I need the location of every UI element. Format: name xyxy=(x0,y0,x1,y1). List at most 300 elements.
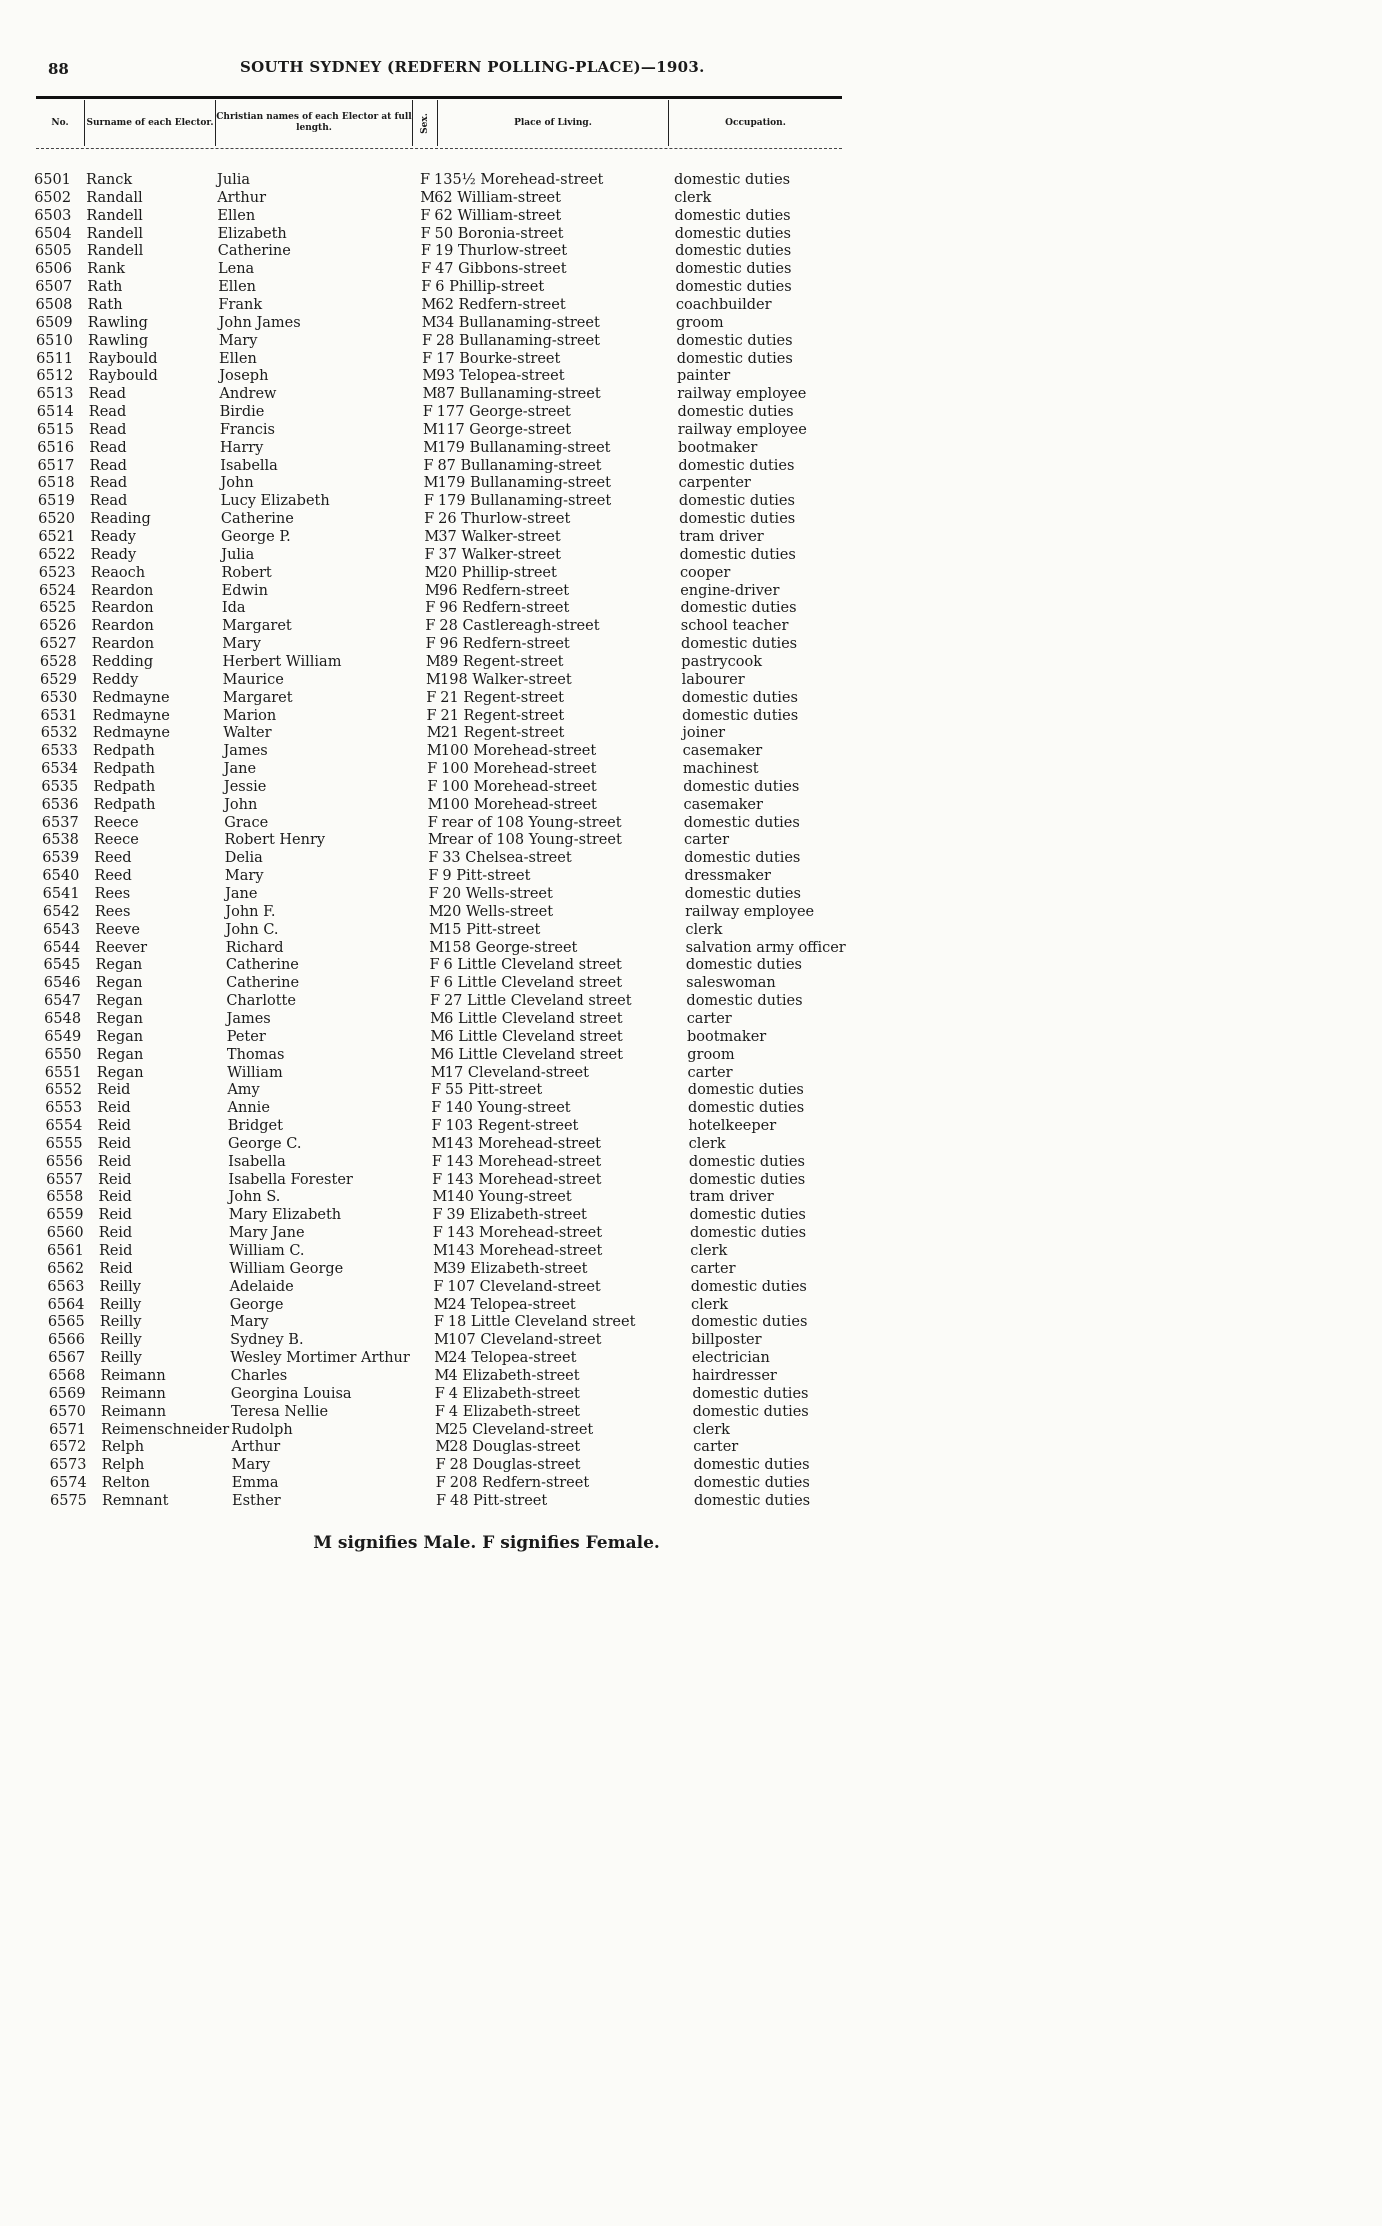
elector-christian-names: Ellen xyxy=(217,208,256,224)
elector-occupation: domestic duties xyxy=(678,493,795,509)
elector-christian-names: Arthur xyxy=(231,1439,281,1455)
elector-place-of-living: 18 Little Cleveland street xyxy=(447,1314,636,1330)
elector-christian-names: Frank xyxy=(218,297,263,313)
elector-place-of-living: 9 Pitt-street xyxy=(442,868,531,884)
elector-surname: Reddy xyxy=(92,672,139,688)
elector-occupation: hairdresser xyxy=(692,1368,777,1384)
elector-row xyxy=(0,1099,973,1117)
elector-occupation: clerk xyxy=(674,190,712,206)
elector-occupation: carter xyxy=(684,832,730,848)
elector-sex: F xyxy=(431,1100,442,1116)
elector-place-of-living: 89 Regent-street xyxy=(439,654,564,670)
elector-row xyxy=(0,778,973,796)
elector-christian-names: Isabella Forester xyxy=(228,1172,353,1188)
elector-number: 6573 xyxy=(49,1457,87,1473)
elector-sex: F xyxy=(420,172,431,188)
elector-number: 6570 xyxy=(48,1404,86,1420)
elector-surname: Reed xyxy=(94,868,132,884)
elector-sex: M xyxy=(433,1261,449,1277)
elector-surname: Redmayne xyxy=(92,725,170,741)
elector-row xyxy=(0,1260,973,1278)
elector-occupation: railway employee xyxy=(677,386,807,402)
elector-row xyxy=(0,1028,973,1046)
elector-row xyxy=(0,1456,973,1474)
elector-place-of-living: 24 Telopea-street xyxy=(447,1297,576,1313)
elector-place-of-living: 28 Douglas-street xyxy=(449,1439,581,1455)
elector-surname: Relph xyxy=(101,1439,145,1455)
elector-place-of-living: 179 Bullanaming-street xyxy=(437,493,612,509)
elector-christian-names: Thomas xyxy=(226,1047,285,1063)
col-header-occupation: Occupation. xyxy=(725,117,786,128)
elector-number: 6523 xyxy=(38,565,76,581)
elector-christian-names: Annie xyxy=(227,1100,270,1116)
elector-place-of-living: 15 Pitt-street xyxy=(443,922,541,938)
elector-surname: Regan xyxy=(96,1047,144,1063)
elector-christian-names: Harry xyxy=(220,440,264,456)
elector-occupation: domestic duties xyxy=(692,1404,809,1420)
elector-sex: M xyxy=(424,565,440,581)
elector-sex: M xyxy=(434,1332,449,1348)
elector-number: 6558 xyxy=(46,1189,84,1205)
elector-sex: F xyxy=(434,1386,445,1402)
elector-christian-names: Margaret xyxy=(222,690,293,706)
elector-occupation: domestic duties xyxy=(684,886,801,902)
elector-row xyxy=(0,885,973,903)
elector-surname: Regan xyxy=(96,1011,143,1027)
elector-christian-names: Julia xyxy=(221,547,255,563)
elector-number: 6532 xyxy=(40,725,78,741)
elector-row xyxy=(0,671,973,689)
elector-christian-names: Isabella xyxy=(220,458,278,474)
elector-number: 6547 xyxy=(43,993,81,1009)
elector-number: 6513 xyxy=(36,386,74,402)
elector-sex: F xyxy=(423,458,434,474)
elector-occupation: domestic duties xyxy=(679,511,796,527)
elector-row xyxy=(0,474,973,492)
elector-sex: F xyxy=(429,975,440,991)
elector-occupation: bootmaker xyxy=(686,1029,767,1045)
elector-place-of-living: 140 Young-street xyxy=(446,1189,572,1205)
elector-christian-names: John xyxy=(220,475,254,491)
elector-surname: Reardon xyxy=(90,583,154,599)
elector-surname: Reid xyxy=(99,1261,133,1277)
elector-christian-names: Isabella xyxy=(228,1154,286,1170)
elector-row xyxy=(0,242,973,260)
elector-place-of-living: 17 Bourke-street xyxy=(436,351,561,367)
elector-surname: Regan xyxy=(95,993,143,1009)
elector-occupation: school teacher xyxy=(680,618,789,634)
elector-place-of-living: 20 Wells-street xyxy=(442,904,554,920)
elector-occupation: domestic duties xyxy=(679,547,796,563)
elector-christian-names: Charles xyxy=(230,1368,288,1384)
elector-place-of-living: 4 Elizabeth-street xyxy=(448,1404,581,1420)
elector-row xyxy=(0,1206,973,1224)
elector-occupation: domestic duties xyxy=(689,1172,806,1188)
elector-occupation: bootmaker xyxy=(678,440,758,456)
elector-row xyxy=(0,867,973,885)
elector-occupation: electrician xyxy=(691,1350,770,1366)
elector-sex: F xyxy=(427,779,438,795)
elector-christian-names: Adelaide xyxy=(229,1279,294,1295)
elector-number: 6574 xyxy=(49,1475,87,1491)
elector-occupation: clerk xyxy=(691,1297,729,1313)
elector-surname: Raybould xyxy=(88,368,158,384)
elector-surname: Reid xyxy=(98,1243,133,1259)
elector-row xyxy=(0,1242,973,1260)
elector-number: 6528 xyxy=(39,654,77,670)
elector-sex: F xyxy=(421,333,432,349)
elector-christian-names: Arthur xyxy=(217,190,267,206)
elector-sex: M xyxy=(428,904,444,920)
elector-christian-names: Birdie xyxy=(219,404,265,420)
elector-sex: F xyxy=(435,1475,446,1491)
elector-occupation: domestic duties xyxy=(688,1154,805,1170)
elector-surname: Reilly xyxy=(99,1279,141,1295)
elector-number: 6562 xyxy=(47,1261,85,1277)
elector-surname: Reimann xyxy=(100,1368,166,1384)
elector-occupation: cooper xyxy=(679,565,731,581)
elector-surname: Randell xyxy=(86,243,144,259)
elector-row xyxy=(0,1117,973,1135)
elector-christian-names: Delia xyxy=(224,850,263,866)
elector-number: 6541 xyxy=(42,886,80,902)
elector-place-of-living: 62 William-street xyxy=(434,208,562,224)
elector-number: 6503 xyxy=(34,208,72,224)
elector-surname: Regan xyxy=(95,975,143,991)
elector-row xyxy=(0,974,973,992)
elector-row xyxy=(0,814,973,832)
elector-sex: M xyxy=(433,1297,449,1313)
elector-row xyxy=(0,724,973,742)
elector-christian-names: Robert Henry xyxy=(224,832,326,848)
elector-place-of-living: 6 Little Cleveland street xyxy=(443,957,622,973)
elector-place-of-living: 48 Pitt-street xyxy=(450,1493,548,1509)
elector-surname: Remnant xyxy=(102,1493,169,1509)
elector-row xyxy=(0,1313,973,1331)
elector-place-of-living: 96 Redfern-street xyxy=(438,583,570,599)
elector-christian-names: Margaret xyxy=(222,618,292,634)
elector-surname: Reid xyxy=(97,1118,131,1134)
elector-place-of-living: 143 Morehead-street xyxy=(445,1154,602,1170)
elector-surname: Ready xyxy=(90,529,136,545)
elector-occupation: domestic duties xyxy=(690,1279,807,1295)
elector-occupation: clerk xyxy=(692,1422,730,1438)
elector-occupation: pastrycook xyxy=(681,654,762,670)
elector-occupation: domestic duties xyxy=(685,957,802,973)
elector-number: 6507 xyxy=(35,279,73,295)
elector-sex: F xyxy=(435,1457,446,1473)
elector-occupation: domestic duties xyxy=(684,850,801,866)
elector-sex: M xyxy=(426,672,441,688)
elector-sex: M xyxy=(420,190,436,206)
elector-occupation: painter xyxy=(676,368,731,384)
elector-sex: F xyxy=(429,957,440,973)
elector-christian-names: Mary xyxy=(231,1457,271,1473)
elector-occupation: domestic duties xyxy=(674,226,791,242)
elector-occupation: carter xyxy=(687,1065,733,1081)
elector-occupation: domestic duties xyxy=(675,279,792,295)
elector-christian-names: George xyxy=(229,1297,284,1313)
elector-place-of-living: 34 Bullanaming-street xyxy=(435,315,600,331)
col-header-place: Place of Living. xyxy=(438,100,669,146)
elector-christian-names: Ellen xyxy=(219,351,257,367)
elector-surname: Redpath xyxy=(92,743,155,759)
elector-occupation: clerk xyxy=(690,1243,728,1259)
elector-row xyxy=(0,582,973,600)
elector-number: 6522 xyxy=(38,547,76,563)
elector-sex: M xyxy=(421,315,437,331)
elector-surname: Reilly xyxy=(100,1350,142,1366)
elector-number: 6537 xyxy=(41,815,79,831)
elector-number: 6545 xyxy=(43,957,81,973)
header-rule xyxy=(36,96,842,99)
elector-row xyxy=(0,546,973,564)
elector-christian-names: William George xyxy=(229,1261,344,1277)
elector-surname: Rawling xyxy=(87,333,149,349)
elector-surname: Reid xyxy=(97,1082,131,1098)
elector-number: 6521 xyxy=(38,529,76,545)
elector-occupation: domestic duties xyxy=(688,1100,805,1116)
elector-christian-names: Teresa Nellie xyxy=(230,1404,329,1420)
elector-occupation: domestic duties xyxy=(675,243,792,259)
elector-occupation: domestic duties xyxy=(692,1386,809,1402)
elector-occupation: salvation army officer xyxy=(685,940,846,956)
elector-surname: Redpath xyxy=(93,779,156,795)
elector-occupation: saleswoman xyxy=(686,975,776,991)
elector-christian-names: Mary xyxy=(229,1314,269,1330)
elector-number: 6564 xyxy=(47,1297,85,1313)
elector-christian-names: Julia xyxy=(217,172,251,188)
elector-occupation: domestic duties xyxy=(680,600,797,616)
elector-sex: M xyxy=(421,297,437,313)
elector-place-of-living: 19 Thurlow-street xyxy=(434,243,568,259)
elector-place-of-living: 100 Morehead-street xyxy=(440,743,597,759)
elector-occupation: domestic duties xyxy=(686,993,803,1009)
elector-number: 6567 xyxy=(48,1350,86,1366)
elector-surname: Redpath xyxy=(93,797,156,813)
elector-christian-names: Mary xyxy=(218,333,258,349)
elector-surname: Raybould xyxy=(88,351,158,367)
elector-row xyxy=(0,403,973,421)
elector-place-of-living: 28 Castlereagh-street xyxy=(439,618,600,634)
elector-number: 6529 xyxy=(40,672,77,688)
elector-number: 6552 xyxy=(45,1082,82,1098)
elector-christian-names: Lena xyxy=(218,261,255,277)
elector-surname: Rawling xyxy=(87,315,148,331)
elector-occupation: engine-driver xyxy=(680,583,780,599)
elector-occupation: groom xyxy=(676,315,724,331)
elector-row xyxy=(0,1010,973,1028)
elector-christian-names: Catherine xyxy=(220,511,294,527)
elector-number: 6534 xyxy=(41,761,79,777)
elector-row xyxy=(0,617,973,635)
elector-sex: M xyxy=(430,1065,446,1081)
elector-row xyxy=(0,1064,973,1082)
elector-place-of-living: 143 Morehead-street xyxy=(446,1243,603,1259)
elector-sex: F xyxy=(432,1172,443,1188)
elector-occupation: carter xyxy=(686,1011,732,1027)
elector-place-of-living: 26 Thurlow-street xyxy=(438,511,571,527)
elector-surname: Reid xyxy=(97,1154,132,1170)
elector-place-of-living: 6 Little Cleveland street xyxy=(443,975,623,991)
elector-surname: Reilly xyxy=(100,1332,142,1348)
elector-row xyxy=(0,939,973,957)
elector-occupation: dressmaker xyxy=(684,868,771,884)
elector-christian-names: Charlotte xyxy=(226,993,296,1009)
elector-row xyxy=(0,1046,973,1064)
elector-occupation: hotelkeeper xyxy=(688,1118,777,1134)
elector-christian-names: John xyxy=(224,797,258,813)
elector-occupation: carter xyxy=(690,1261,736,1277)
elector-surname: Regan xyxy=(96,1065,144,1081)
elector-occupation: labourer xyxy=(681,672,745,688)
elector-christian-names: James xyxy=(226,1011,271,1027)
elector-row xyxy=(0,278,973,296)
elector-number: 6550 xyxy=(44,1047,82,1063)
elector-row xyxy=(0,903,973,921)
elector-sex: M xyxy=(432,1243,448,1259)
elector-sex: F xyxy=(420,226,431,242)
elector-row xyxy=(0,367,973,385)
elector-christian-names: Wesley Mortimer Arthur xyxy=(230,1350,410,1366)
elector-surname: Rank xyxy=(87,261,126,277)
elector-occupation: domestic duties xyxy=(689,1225,807,1241)
elector-place-of-living: 100 Morehead-street xyxy=(441,761,597,777)
elector-sex: M xyxy=(426,743,442,759)
elector-place-of-living: 25 Cleveland-street xyxy=(449,1422,594,1438)
elector-sex: M xyxy=(429,940,445,956)
elector-number: 6549 xyxy=(44,1029,82,1045)
elector-surname: Reardon xyxy=(91,618,154,634)
elector-row xyxy=(0,528,973,546)
elector-number: 6504 xyxy=(34,226,72,242)
elector-christian-names: Mary xyxy=(224,868,264,884)
elector-number: 6527 xyxy=(39,636,77,652)
elector-surname: Reever xyxy=(95,940,148,956)
elector-surname: Reilly xyxy=(99,1314,142,1330)
elector-row xyxy=(0,350,973,368)
elector-place-of-living: 100 Morehead-street xyxy=(441,779,597,795)
elector-sex: M xyxy=(424,529,440,545)
page-number: 88 xyxy=(48,60,69,78)
elector-surname: Randell xyxy=(86,226,144,242)
elector-row xyxy=(0,599,973,617)
elector-row xyxy=(0,992,973,1010)
elector-place-of-living: 107 Cleveland-street xyxy=(448,1332,602,1348)
elector-number: 6524 xyxy=(38,583,76,599)
elector-place-of-living: 21 Regent-street xyxy=(440,690,564,706)
elector-row xyxy=(0,1296,973,1314)
elector-number: 6554 xyxy=(45,1118,83,1134)
elector-row xyxy=(0,1403,973,1421)
elector-surname: Relton xyxy=(101,1475,150,1491)
elector-sex: F xyxy=(432,1225,443,1241)
elector-sex: F xyxy=(422,351,433,367)
elector-sex: F xyxy=(424,511,435,527)
elector-number: 6517 xyxy=(37,458,75,474)
elector-christian-names: Andrew xyxy=(219,386,277,402)
elector-sex: F xyxy=(426,708,437,724)
elector-row xyxy=(0,653,973,671)
elector-sex: F xyxy=(424,547,435,563)
elector-place-of-living: 20 Wells-street xyxy=(442,886,553,902)
elector-place-of-living: 37 Walker-street xyxy=(438,529,561,545)
elector-surname: Reeve xyxy=(95,922,140,938)
elector-sex: F xyxy=(422,404,433,420)
elector-christian-names: Esther xyxy=(232,1493,281,1509)
elector-place-of-living: 6 Phillip-street xyxy=(435,279,545,295)
elector-row xyxy=(0,1438,973,1456)
elector-number: 6510 xyxy=(35,333,73,349)
elector-place-of-living: 47 Gibbons-street xyxy=(435,261,567,277)
elector-sex: F xyxy=(428,850,439,866)
elector-surname: Rees xyxy=(94,904,131,920)
elector-place-of-living: 6 Little Cleveland street xyxy=(444,1029,623,1045)
elector-surname: Reece xyxy=(94,832,139,848)
elector-sex: M xyxy=(435,1422,450,1438)
elector-number: 6556 xyxy=(45,1154,83,1170)
elector-row xyxy=(0,921,973,939)
elector-number: 6538 xyxy=(42,832,79,848)
elector-sex: M xyxy=(423,475,439,491)
elector-occupation: railway employee xyxy=(685,904,815,920)
elector-row xyxy=(0,1492,973,1510)
elector-christian-names: Catherine xyxy=(226,975,300,991)
elector-christian-names: Elizabeth xyxy=(217,226,287,242)
elector-surname: Reimann xyxy=(100,1386,166,1402)
elector-row xyxy=(0,689,973,707)
elector-occupation: railway employee xyxy=(677,422,807,438)
elector-row xyxy=(0,849,973,867)
elector-surname: Reaoch xyxy=(90,565,146,581)
elector-surname: Regan xyxy=(96,1029,144,1045)
elector-christian-names: Ellen xyxy=(218,279,256,295)
elector-number: 6548 xyxy=(44,1011,82,1027)
elector-place-of-living: 20 Phillip-street xyxy=(438,565,557,581)
elector-sex: M xyxy=(434,1350,450,1366)
elector-number: 6555 xyxy=(45,1136,83,1152)
elector-place-of-living: 96 Redfern-street xyxy=(439,636,570,652)
elector-place-of-living: 6 Little Cleveland street xyxy=(444,1011,623,1027)
elector-row xyxy=(0,314,973,332)
elector-sex: F xyxy=(434,1404,445,1420)
elector-place-of-living: 37 Walker-street xyxy=(438,547,561,563)
elector-place-of-living: 39 Elizabeth-street xyxy=(447,1261,588,1277)
elector-number: 6566 xyxy=(48,1332,85,1348)
elector-surname: Read xyxy=(89,440,127,456)
elector-sex: F xyxy=(425,636,436,652)
elector-number: 6520 xyxy=(38,511,75,527)
elector-occupation: coachbuilder xyxy=(675,297,772,313)
elector-sex: F xyxy=(427,815,438,831)
elector-christian-names: Robert xyxy=(221,565,272,581)
elector-surname: Redmayne xyxy=(92,708,170,724)
elector-row xyxy=(0,1331,973,1349)
elector-row xyxy=(0,831,973,849)
elector-sex: F xyxy=(433,1314,444,1330)
elector-surname: Read xyxy=(89,458,127,474)
elector-row xyxy=(0,207,973,225)
elector-sex: M xyxy=(424,583,440,599)
elector-occupation: groom xyxy=(687,1047,735,1063)
elector-number: 6526 xyxy=(39,618,77,634)
elector-occupation: tram driver xyxy=(679,529,764,545)
elector-sex: F xyxy=(425,600,436,616)
elector-christian-names: Catherine xyxy=(225,957,299,973)
elector-place-of-living: 143 Morehead-street xyxy=(446,1172,602,1188)
elector-surname: Ranck xyxy=(86,172,133,188)
elector-place-of-living: 28 Douglas-street xyxy=(449,1457,581,1473)
